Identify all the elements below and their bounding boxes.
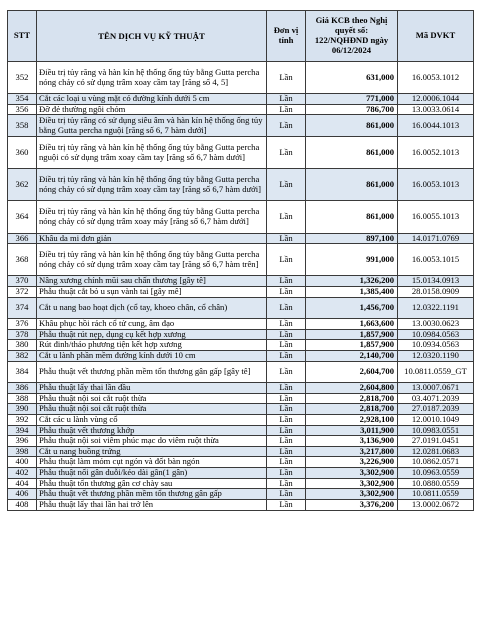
row-service-name: Đỡ đẻ thường ngôi chỏm (37, 104, 267, 115)
row-unit: Lần (267, 425, 306, 436)
price-list-sheet (7, 10, 473, 511)
row-code: 16.0055.1013 (398, 201, 474, 233)
row-service-name: Phẫu thuật vết thương phần mềm tổn thương gân gấp (37, 489, 267, 500)
row-code: 28.0158.0909 (398, 286, 474, 297)
row-unit: Lần (267, 478, 306, 489)
row-service-name: Khâu da mi đơn giản (37, 233, 267, 244)
row-price: 991,000 (306, 244, 398, 276)
table-row (8, 233, 474, 244)
row-stt: 352 (8, 62, 37, 94)
row-stt: 372 (8, 286, 37, 297)
row-stt: 384 (8, 361, 37, 383)
row-code: 10.0862.0571 (398, 457, 474, 468)
row-service-name: Phẫu thuật nội soi viêm phúc mạc do viêm ruột thừa (37, 436, 267, 447)
row-unit: Lần (267, 136, 306, 168)
row-price: 3,136,900 (306, 436, 398, 447)
row-stt: 380 (8, 340, 37, 351)
row-code: 13.0030.0623 (398, 319, 474, 330)
row-stt: 386 (8, 383, 37, 394)
table-row (8, 244, 474, 276)
header-code: Mã DVKT (398, 11, 474, 62)
row-code: 27.0191.0451 (398, 436, 474, 447)
row-stt: 378 (8, 329, 37, 340)
table-row (8, 457, 474, 468)
row-stt: 398 (8, 446, 37, 457)
row-stt: 368 (8, 244, 37, 276)
row-stt: 364 (8, 201, 37, 233)
row-unit: Lần (267, 499, 306, 510)
row-unit: Lần (267, 468, 306, 479)
table-row (8, 489, 474, 500)
row-service-name: Điều trị tủy răng và hàn kín hệ thống ống tủy bằng Gutta percha nóng chảy có sử dụng trâm xoay cầm tay [răng số 6,7 hàm trên] (37, 244, 267, 276)
row-price: 1,385,400 (306, 286, 398, 297)
row-price: 3,302,900 (306, 468, 398, 479)
table-row (8, 94, 474, 105)
table-row (8, 115, 474, 137)
table-row (8, 201, 474, 233)
row-unit: Lần (267, 244, 306, 276)
row-code: 10.0983.0551 (398, 425, 474, 436)
row-code: 12.0322.1191 (398, 297, 474, 319)
row-service-name: Điều trị tủy răng và hàn kín hệ thống ống tủy bằng Gutta percha nóng chảy có sử dụng trâm xoay cầm tay [răng số 6,7 hàm dưới] (37, 169, 267, 201)
row-unit: Lần (267, 104, 306, 115)
row-service-name: Phẫu thuật rút nẹp, dụng cụ kết hợp xương (37, 329, 267, 340)
table-row (8, 468, 474, 479)
table-row (8, 499, 474, 510)
row-service-name: Điều trị tủy răng và hàn kín hệ thống ống tủy bằng Gutta percha nóng chảy có sử dụng trâm xoay cầm tay [răng số 4, 5] (37, 62, 267, 94)
row-stt: 370 (8, 276, 37, 287)
row-stt: 396 (8, 436, 37, 447)
row-unit: Lần (267, 233, 306, 244)
table-row (8, 329, 474, 340)
row-price: 2,818,700 (306, 404, 398, 415)
row-code: 10.0880.0559 (398, 478, 474, 489)
row-stt: 400 (8, 457, 37, 468)
row-code: 16.0052.1013 (398, 136, 474, 168)
row-price: 861,000 (306, 136, 398, 168)
row-unit: Lần (267, 115, 306, 137)
row-unit: Lần (267, 340, 306, 351)
row-service-name: Rút đinh/tháo phương tiện kết hợp xương (37, 340, 267, 351)
row-stt: 376 (8, 319, 37, 330)
row-code: 27.0187.2039 (398, 404, 474, 415)
row-price: 1,663,600 (306, 319, 398, 330)
table-row (8, 169, 474, 201)
row-service-name: Cắt u nang bao hoạt dịch (cổ tay, khoeo chân, cổ chân) (37, 297, 267, 319)
table-row (8, 425, 474, 436)
row-stt: 394 (8, 425, 37, 436)
row-service-name: Cắt các u lành vùng cổ (37, 414, 267, 425)
row-price: 3,376,200 (306, 499, 398, 510)
row-price: 1,857,900 (306, 340, 398, 351)
row-service-name: Phẫu thuật cắt bỏ u sụn vành tai [gây mê] (37, 286, 267, 297)
row-unit: Lần (267, 404, 306, 415)
row-service-name: Cắt u lành phần mềm đường kính dưới 10 cm (37, 350, 267, 361)
row-unit: Lần (267, 94, 306, 105)
row-code: 14.0171.0769 (398, 233, 474, 244)
table-row (8, 104, 474, 115)
row-stt: 362 (8, 169, 37, 201)
table-row (8, 414, 474, 425)
row-stt: 356 (8, 104, 37, 115)
table-row (8, 276, 474, 287)
row-code: 03.4071.2039 (398, 393, 474, 404)
row-price: 1,456,700 (306, 297, 398, 319)
table-row (8, 361, 474, 383)
row-price: 3,217,800 (306, 446, 398, 457)
table-header-row (8, 11, 474, 62)
row-stt: 374 (8, 297, 37, 319)
row-price: 2,818,700 (306, 393, 398, 404)
row-price: 861,000 (306, 201, 398, 233)
row-unit: Lần (267, 276, 306, 287)
row-price: 3,302,900 (306, 489, 398, 500)
row-unit: Lần (267, 436, 306, 447)
table-row (8, 340, 474, 351)
table-row (8, 62, 474, 94)
row-stt: 358 (8, 115, 37, 137)
row-stt: 366 (8, 233, 37, 244)
row-stt: 408 (8, 499, 37, 510)
row-code: 12.0281.0683 (398, 446, 474, 457)
table-row (8, 404, 474, 415)
row-price: 861,000 (306, 115, 398, 137)
row-code: 10.0934.0563 (398, 340, 474, 351)
row-price: 1,857,900 (306, 329, 398, 340)
table-row (8, 436, 474, 447)
row-price: 2,604,700 (306, 361, 398, 383)
row-service-name: Phẫu thuật tổn thương gân cơ chày sau (37, 478, 267, 489)
row-service-name: Phẫu thuật vết thương phần mềm tổn thương gân gấp [gây tê] (37, 361, 267, 383)
row-unit: Lần (267, 297, 306, 319)
row-stt: 390 (8, 404, 37, 415)
table-row (8, 136, 474, 168)
header-service-name: TÊN DỊCH VỤ KỸ THUẬT (37, 11, 267, 62)
row-service-name: Điều trị tủy răng và hàn kín hệ thống ống tủy bằng Gutta percha nguội có sử dụng trâm xoay cầm tay [răng số 6,7 hàm dưới] (37, 136, 267, 168)
row-service-name: Phẫu thuật nối gân duỗi/kéo dài gân(1 gân) (37, 468, 267, 479)
row-price: 897,100 (306, 233, 398, 244)
row-code: 13.0002.0672 (398, 499, 474, 510)
row-service-name: Phẫu thuật vết thương khớp (37, 425, 267, 436)
row-price: 3,302,900 (306, 478, 398, 489)
row-service-name: Phẫu thuật nội soi cắt ruột thừa (37, 393, 267, 404)
row-code: 10.0984.0563 (398, 329, 474, 340)
row-unit: Lần (267, 361, 306, 383)
table-row (8, 383, 474, 394)
row-unit: Lần (267, 201, 306, 233)
row-unit: Lần (267, 383, 306, 394)
row-unit: Lần (267, 286, 306, 297)
row-unit: Lần (267, 393, 306, 404)
table-row (8, 319, 474, 330)
row-unit: Lần (267, 489, 306, 500)
row-service-name: Phẫu thuật nội soi cắt ruột thừa (37, 404, 267, 415)
row-unit: Lần (267, 414, 306, 425)
row-unit: Lần (267, 62, 306, 94)
row-stt: 406 (8, 489, 37, 500)
row-code: 12.0006.1044 (398, 94, 474, 105)
row-code: 13.0007.0671 (398, 383, 474, 394)
table-body (8, 62, 474, 511)
row-service-name: Phẫu thuật làm mỏm cụt ngón và đốt bàn ngón (37, 457, 267, 468)
table-row (8, 393, 474, 404)
row-stt: 402 (8, 468, 37, 479)
row-unit: Lần (267, 457, 306, 468)
row-service-name: Nâng xương chính mũi sau chấn thương [gây tê] (37, 276, 267, 287)
row-price: 631,000 (306, 62, 398, 94)
row-stt: 392 (8, 414, 37, 425)
header-unit: Đơn vị tính (267, 11, 306, 62)
row-code: 10.0811.0559 (398, 489, 474, 500)
row-code: 12.0010.1049 (398, 414, 474, 425)
row-price: 2,140,700 (306, 350, 398, 361)
row-unit: Lần (267, 169, 306, 201)
table-row (8, 478, 474, 489)
row-service-name: Điều trị tủy răng và hàn kín hệ thống ống tủy bằng Gutta percha nóng chảy có sử dụng trâm xoay máy [răng số 6,7 hàm dưới] (37, 201, 267, 233)
row-price: 3,226,900 (306, 457, 398, 468)
row-stt: 404 (8, 478, 37, 489)
row-unit: Lần (267, 446, 306, 457)
row-price: 786,700 (306, 104, 398, 115)
row-service-name: Phẫu thuật lấy thai lần đầu (37, 383, 267, 394)
table-row (8, 446, 474, 457)
row-code: 16.0053.1012 (398, 62, 474, 94)
header-price: Giá KCB theo Nghị quyết số: 122/NQHĐND ngày 06/12/2024 (306, 11, 398, 62)
row-unit: Lần (267, 329, 306, 340)
row-price: 861,000 (306, 169, 398, 201)
row-unit: Lần (267, 350, 306, 361)
row-price: 1,326,200 (306, 276, 398, 287)
row-stt: 388 (8, 393, 37, 404)
row-price: 3,011,900 (306, 425, 398, 436)
row-service-name: Cắt các loại u vùng mặt có đường kính dưới 5 cm (37, 94, 267, 105)
row-price: 2,928,100 (306, 414, 398, 425)
row-service-name: Khâu phục hồi rách cổ tử cung, âm đạo (37, 319, 267, 330)
row-stt: 382 (8, 350, 37, 361)
row-stt: 354 (8, 94, 37, 105)
row-service-name: Phẫu thuật lấy thai lần hai trở lên (37, 499, 267, 510)
row-code: 10.0963.0559 (398, 468, 474, 479)
row-service-name: Điều trị tủy răng có sử dụng siêu âm và hàn kín hệ thống ống tủy bằng Gutta percha nguội [răng số 6, 7 hàm dưới] (37, 115, 267, 137)
row-code: 15.0134.0913 (398, 276, 474, 287)
row-code: 10.0811.0559_GT (398, 361, 474, 383)
row-code: 16.0053.1013 (398, 169, 474, 201)
row-code: 13.0033.0614 (398, 104, 474, 115)
row-stt: 360 (8, 136, 37, 168)
row-price: 2,604,800 (306, 383, 398, 394)
row-price: 771,000 (306, 94, 398, 105)
table-row (8, 297, 474, 319)
table-row (8, 286, 474, 297)
row-code: 12.0320.1190 (398, 350, 474, 361)
row-unit: Lần (267, 319, 306, 330)
table-row (8, 350, 474, 361)
header-stt: STT (8, 11, 37, 62)
row-service-name: Cắt u nang buồng trứng (37, 446, 267, 457)
service-price-table (7, 10, 474, 511)
row-code: 16.0053.1015 (398, 244, 474, 276)
row-code: 16.0044.1013 (398, 115, 474, 137)
